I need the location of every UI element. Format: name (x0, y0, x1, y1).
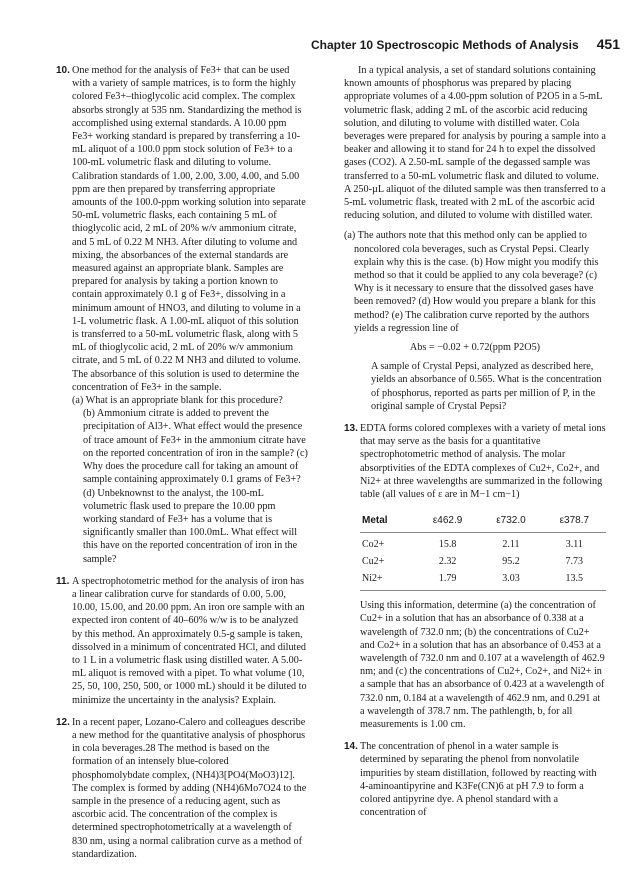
table-header-e378: ε378.7 (543, 510, 606, 532)
problem-number: 10. (56, 65, 70, 76)
problem-10 (56, 64, 308, 394)
problem-13-followup: Using this information, determine (a) the concentration of Cu2+ in a solution that has an absorbance of 0.338 at a wavelength of 732.0 nm; (b) the concentrations of Cu2+ and Co2+ in a solution that has an absorbance of 0.453 at a wavelength of 732.0 nm and 0.107 at a wavelength of 462.9 nm; and (c) the concentrations of Cu2+, Co2+, and Ni2+ in a sample that has an absorbance of 0.423 at a wavelength of 732.0 nm, 0.184 at a wavelength of 462.9 nm, and 0.291 at a wavelength of 378.7 nm. The pathlength, b, for all measurements is 1.00 cm. (360, 600, 605, 730)
problem-number: 12. (56, 716, 70, 728)
problem-10-part-d: (d) Unbeknownst to the analyst, the 100-mL volumetric flask used to prepare the 10.00 ppm working standard of Fe3+ has a volume that is significantly smaller than 100.0mL. What effect will this have on the reported concentration of iron in the sample? (83, 487, 298, 565)
table-row (360, 570, 606, 591)
table-cell: 3.03 (479, 570, 542, 591)
page-number: 451 (596, 36, 620, 52)
problem-text: One method for the analysis of Fe3+ that can be used with a variety of sample matrices, is to form the highly colored Fe3+–thioglycolic acid complex. The complex absorbs strongly at 535 nm. Standardizing the method is accomplished using external standards. A 10.00 ppm Fe3+ working standard is prepared by transferring a 10-mL aliquot of a 100.0 ppm stock solution of Fe3+ to a 100-mL volumetric flask and diluting to volume. Calibration standards of 1.00, 2.00, 3.00, 4.00, and 5.00 ppm are then prepared by transferring appropriate amounts of the 100.0-ppm working solution into separate 50-mL volumetric flasks, each containing 5 mL of thioglycolic acid, 2 mL of 20% w/v ammonium citrate, and 5 mL of 0.22 M NH3. After diluting to volume and mixing, the absorbances of the external standards are measured against an appropriate blank. Samples are prepared for analysis by taking a portion known to contain approximately 0.1 g of Fe3+, dissolving in a minimum amount of HNO3, and diluting to volume in a 1-L volumetric flask. A 1.00-mL aliquot of this solution is transferred to a 50-mL volumetric flask, along with 5 mL of thioglycolic acid, 2 mL of 20% w/v ammonium citrate, and 5 mL of 0.22 M NH3 and diluted to volume. The absorbance of this solution is used to determine the concentration of Fe3+ in the sample. (72, 65, 306, 393)
problem-14 (344, 740, 606, 819)
table-row (360, 532, 606, 553)
table-cell: Cu2+ (362, 555, 385, 567)
problem-12-followup: A sample of Crystal Pepsi, analyzed as described here, yields an absorbance of 0.565. What is the concentration of phosphorus, reported as parts per million of P, in the original sample of Crystal Pepsi? (371, 361, 602, 412)
regression-equation: Abs = −0.02 + 0.72(ppm P2O5) (409, 342, 541, 354)
table-cell: Ni2+ (360, 570, 416, 591)
table-cell: 95.2 (502, 555, 520, 567)
table-cell: 15.8 (438, 538, 457, 550)
problem-number: 14. (344, 741, 358, 753)
problem-12-paragraph-2: In a typical analysis, a set of standard solutions containing known amounts of phosphorus was prepared by placing appropriate volumes of a 4.00-ppm solution of P2O5 in a 5-mL volumetric flask, adding 2 mL of the ascorbic acid reducing solution, and diluting to volume with distilled water. Cola beverages were prepared for analysis by pouring a sample into a beaker and allowing it to stand for 24 h to expel the dissolved gases (CO2). A 2.50-mL sample of the degassed sample was transferred to a 50-mL volumetric flask and diluted to volume. A 250-µL aliquot of the diluted sample was then transferred to a 5-mL volumetric flask, treated with 2 mL of the ascorbic acid reducing solution, and diluted to volume with distilled water. (344, 65, 606, 222)
problem-12 (56, 716, 308, 861)
problem-12-part-a: (a) The authors note that this method only can be applied to noncolored cola beverages, such as Crystal Pepsi. Clearly explain why this is the case. (b) How might you modify this method so that it could be applied to any cola beverage? (c) Why is it necessary to ensure that the dissolved gases have been removed? (d) How would you prepare a blank for this method? (e) The calibration curve reported by the authors yields a regression line of (344, 230, 599, 334)
problem-text: EDTA forms colored complexes with a variety of metal ions that may serve as the basis for a quantitative spectrophotometric method of analysis. The molar absorptivities of the EDTA complexes of Cu2+, Co2+, and Ni2+ at three wavelengths are summarized in the following table (all values of ε are in M−1 cm−1) (360, 423, 606, 501)
table-header-e462: ε462.9 (416, 510, 479, 532)
table-cell: 1.79 (416, 570, 479, 591)
problem-text: A spectrophotometric method for the analysis of iron has a linear calibration curve for standards of 0.00, 5.00, 10.00, 15.00, and 20.00 ppm. An iron ore sample with an expected iron content of 40–60% w/w is to be analyzed by this method. An approximately 0.5-g sample is taken, dissolved in a minimum of concentrated HCl, and diluted to 1 L in a volumetric flask using distilled water. A 5.00-mL aliquot is removed with a pipet. To what volume (10, 25, 50, 100, 250, 500, or 1000 mL) should it be diluted to minimize the uncertainty in the analysis? Explain. (72, 575, 307, 706)
problem-13 (344, 422, 606, 501)
table-cell: 13.5 (543, 570, 606, 591)
problem-10-part-b: (b) Ammonium citrate is added to prevent the precipitation of Al3+. What effect would the presence of trace amount of Fe3+ in the ammonium citrate have on the reported concentration of iron in the sample? (c) Why does the procedure call for taking an amount of sample containing approximately 0.1 grams of Fe3+? (83, 408, 308, 486)
table-header-metal: Metal (360, 510, 416, 532)
problem-number: 13. (344, 423, 358, 435)
table-cell: 3.11 (565, 538, 583, 550)
running-header (20, 36, 620, 54)
molar-absorptivity-table (360, 509, 606, 591)
table-header-e732: ε732.0 (479, 510, 542, 532)
table-cell: Co2+ (362, 538, 385, 550)
table-cell: 2.11 (502, 538, 520, 550)
problem-text: In a recent paper, Lozano-Calero and colleagues describe a new method for the quantitative analysis of phosphorus in cola beverages.28 The method is based on the formation of an intensely blue-colored phosphomolybdate complex, (NH4)3[PO4(MoO3)12]. The complex is formed by adding (NH4)6Mo7O24 to the sample in the presence of a reducing agent, such as ascorbic acid. The concentration of the complex is determined spectrophotometrically at a wavelength of 830 nm, using a normal calibration curve as a method of standardization. (72, 716, 307, 860)
problem-number: 11. (56, 575, 70, 587)
table-cell: 7.73 (565, 555, 584, 567)
right-column (344, 64, 606, 828)
problem-text: The concentration of phenol in a water sample is determined by separating the phenol from nonvolatile impurities by steam distillation, followed by reacting with 4-aminoantipyrine and K3Fe(CN)6 at pH 7.9 to form a colored antipyrine dye. A phenol standard with a concentration of (360, 741, 597, 819)
table-row (360, 553, 606, 570)
table-cell: 2.32 (438, 555, 457, 567)
problem-11 (56, 575, 308, 707)
table-header-row (360, 510, 606, 532)
chapter-title: Chapter 10 Spectroscopic Methods of Analysis (311, 38, 579, 52)
problem-10-part-a: (a) What is an appropriate blank for this procedure? (72, 395, 283, 407)
left-column (56, 64, 308, 870)
